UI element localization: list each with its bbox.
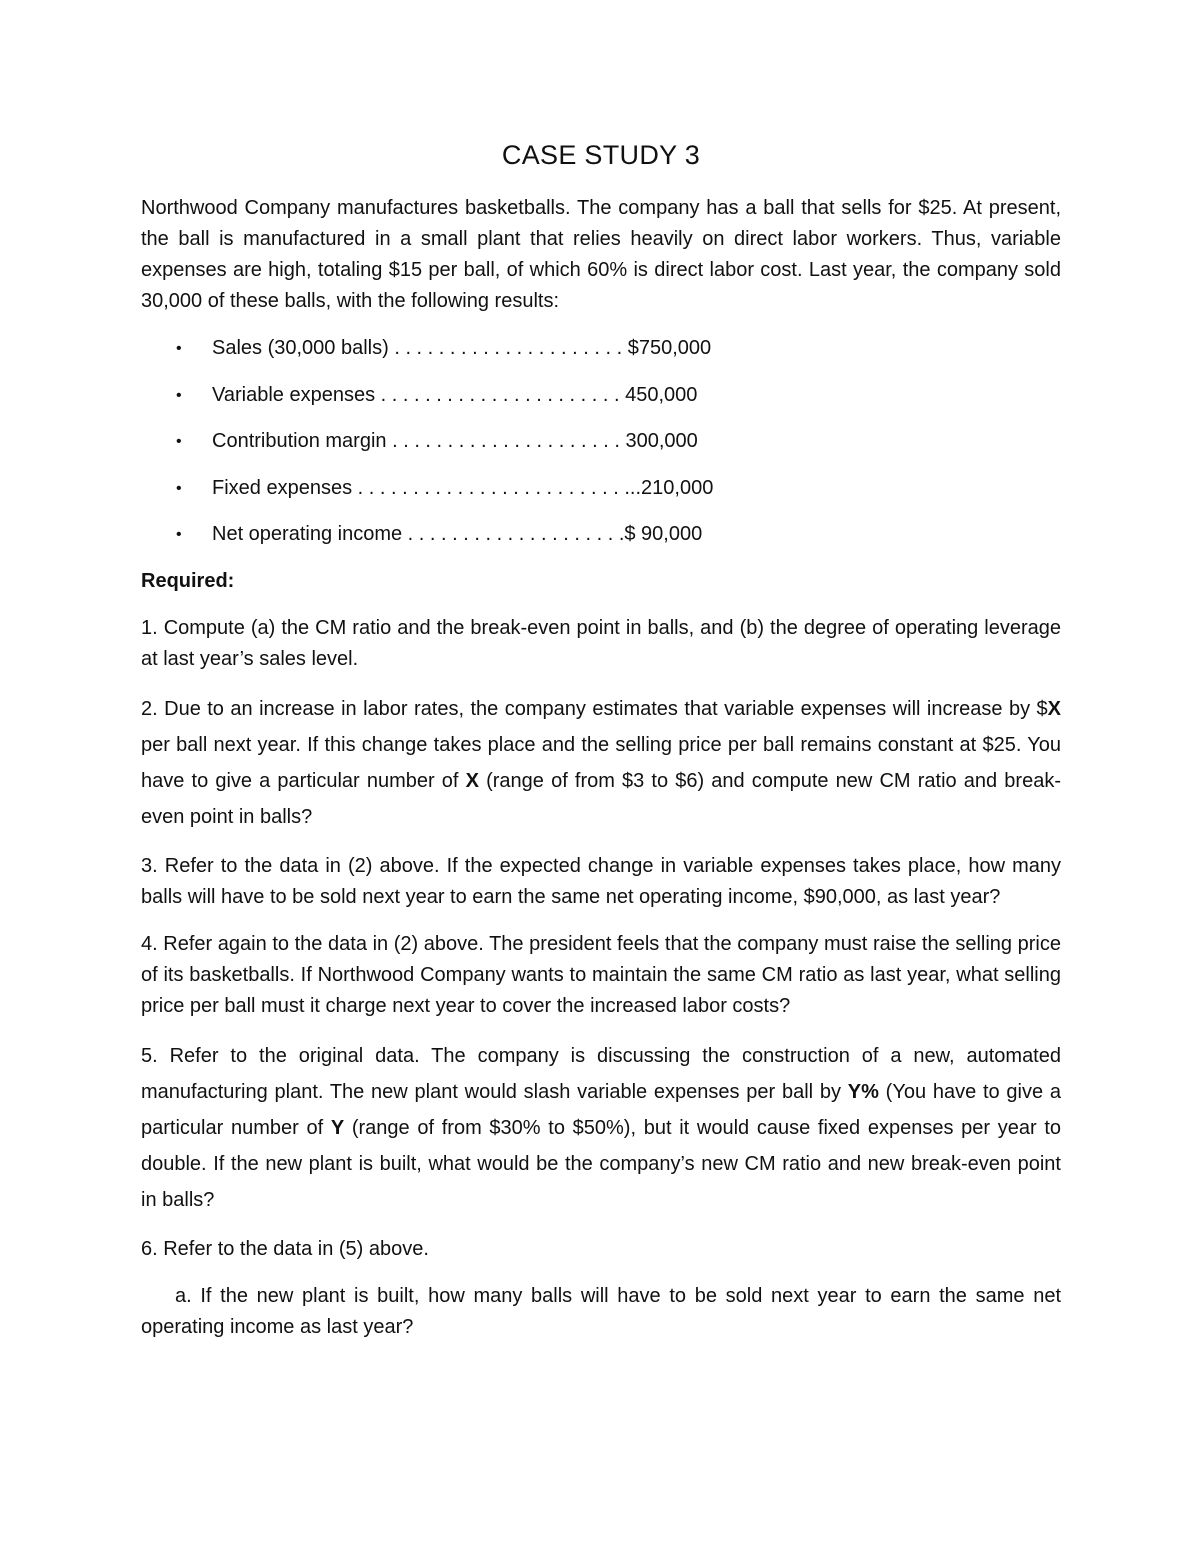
variable-y: Y bbox=[330, 1116, 345, 1139]
question-2-text-b: per ball next year. If this change takes place and the selling price per ball remains constant at $25. You have to give a particular number of bbox=[141, 733, 1061, 792]
list-item bbox=[141, 380, 1061, 411]
question-5-text-a: 5. Refer to the original data. The company is discussing the construction of a new, automated manufacturing plant. The new plant would slash variable expenses per ball by bbox=[141, 1044, 1061, 1103]
result-net-operating-income: Net operating income . . . . . . . . . . . . . . . . . . . .$ 90,000 bbox=[212, 523, 703, 545]
list-item bbox=[141, 333, 1061, 364]
intro-paragraph: Northwood Company manufactures basketballs. The company has a ball that sells for $25. At present, the ball is manufactured in a small plant that relies heavily on direct labor workers. Thus, variable expenses are high, totaling $15 per ball, of which 60% is direct labor cost. Last year, the company sold 30,000 of these balls, with the following results: bbox=[141, 197, 1061, 312]
variable-x: X bbox=[1047, 697, 1061, 720]
question-1: 1. Compute (a) the CM ratio and the break-even point in balls, and (b) the degree of operating leverage at last year’s sales level. bbox=[141, 616, 1061, 670]
question-5 bbox=[141, 1038, 1061, 1218]
question-5-text-c: (range of from $30% to $50%), but it would cause fixed expenses per year to double. If the new plant is built, what would be the company’s new CM ratio and new break-even point in balls? bbox=[141, 1116, 1062, 1211]
list-item bbox=[141, 473, 1061, 504]
bullet-icon: • bbox=[176, 433, 182, 450]
variable-y-percent: Y% bbox=[847, 1080, 879, 1103]
question-3: 3. Refer to the data in (2) above. If the expected change in variable expenses takes place, how many balls will have to be sold next year to earn the same net operating income, $90,000, as last year? bbox=[141, 854, 1061, 908]
question-2 bbox=[141, 691, 1061, 835]
page-title: CASE STUDY 3 bbox=[501, 140, 701, 170]
bullet-icon: • bbox=[176, 526, 182, 543]
result-variable-expenses: Variable expenses . . . . . . . . . . . . . . . . . . . . . . 450,000 bbox=[212, 383, 698, 406]
result-contribution-margin: Contribution margin . . . . . . . . . . . . . . . . . . . . . 300,000 bbox=[212, 430, 698, 452]
required-heading: Required: bbox=[141, 569, 235, 592]
results-list bbox=[141, 333, 1061, 550]
document-content bbox=[141, 140, 1061, 1343]
list-item bbox=[141, 426, 1061, 457]
question-2-text-a: 2. Due to an increase in labor rates, the company estimates that variable expenses will increase by $ bbox=[141, 697, 1048, 720]
variable-x: X bbox=[465, 769, 479, 792]
question-2-text-c: (range of from $3 to $6) and compute new CM ratio and break-even point in balls? bbox=[141, 769, 1061, 828]
result-sales: Sales (30,000 balls) . . . . . . . . . . . . . . . . . . . . . $750,000 bbox=[212, 337, 712, 359]
bullet-icon: • bbox=[176, 479, 182, 497]
list-item bbox=[141, 519, 1061, 550]
question-6a: a. If the new plant is built, how many balls will have to be sold next year to earn the same net operating income as last year? bbox=[141, 1284, 1061, 1338]
bullet-icon: • bbox=[176, 386, 182, 404]
question-5-text-b: (You have to give a particular number of bbox=[141, 1080, 1062, 1139]
result-fixed-expenses: Fixed expenses . . . . . . . . . . . . . . . . . . . . . . . . ...210,000 bbox=[212, 476, 714, 499]
bullet-icon: • bbox=[176, 340, 182, 357]
question-4: 4. Refer again to the data in (2) above. The president feels that the company must raise the selling price of its basketballs. If Northwood Company wants to maintain the same CM ratio as last year, what selling price per ball must it charge next year to cover the increased labor costs? bbox=[141, 932, 1061, 1017]
question-6: 6. Refer to the data in (5) above. bbox=[141, 1237, 429, 1260]
